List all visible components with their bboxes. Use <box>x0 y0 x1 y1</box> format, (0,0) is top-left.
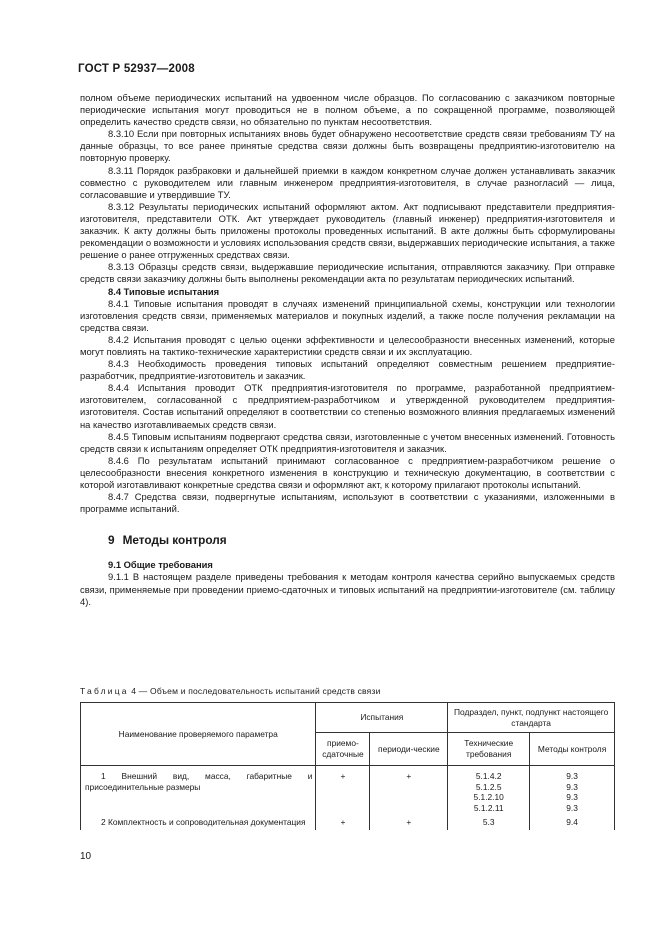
tech-req-value: 5.1.2.10 <box>473 792 504 803</box>
header-tech-req: Технические требования <box>448 733 530 766</box>
table-caption-text: 4 — Объем и последовательность испытаний средств связи <box>131 686 381 696</box>
section-number: 9 <box>108 533 115 548</box>
tech-req-value: 5.1.2.11 <box>473 802 504 813</box>
table-row <box>81 766 615 816</box>
acceptance-cell: + <box>316 815 370 830</box>
header-acceptance: приемо-сдаточные <box>316 733 370 766</box>
acceptance-cell: + <box>316 766 370 816</box>
row-number: 2 <box>101 817 106 828</box>
paragraph: 8.4.3 Необходимость проведения типовых испытаний определяют совместным решением предприятие-разработчик, предприятие-изготовитель и заказчик. <box>80 358 615 382</box>
param-cell <box>81 815 316 830</box>
tech-req-cell <box>448 815 530 830</box>
table-row <box>81 815 615 830</box>
header-periodic: периоди-ческие <box>370 733 448 766</box>
table-body <box>81 766 615 830</box>
paragraph: полном объеме периодических испытаний на удвоенном числе образцов. По согласованию с заказчиком повторные периодические испытания могут проводиться не в полном объеме, а по сокращенной программе, позволяющей определить качество средств связи, но обязательно по пунктам несоответствия. <box>80 92 615 128</box>
section-title: Методы контроля <box>122 533 227 548</box>
standard-header: ГОСТ Р 52937—2008 <box>78 63 195 75</box>
paragraph: 8.4.1 Типовые испытания проводят в случаях изменений принципиальной схемы, конструкции или технологии изготовления средств связи, применяемых материалов и покупных изделий, а также после получения рекламации на средства связи. <box>80 297 615 333</box>
paragraph: 8.3.13 Образцы средств связи, выдержавшие периодические испытания, отправляются заказчику. При отправке средств связи заказчику должны быть выполнены рекомендации акта по результатам периодических испытаний. <box>80 261 615 285</box>
methods-value: 9.3 <box>566 802 578 813</box>
paragraph: 8.4.6 По результатам испытаний принимают согласованное с предприятием-разработчиком решение о целесообразности внесения конкретного изменения в конструкцию и техническую документацию, в соответствии с которой изготавливают конкретные средства связи и оформляют акт, к которому прилагают протоколы испытаний. <box>80 454 615 490</box>
tech-req-cell <box>448 766 530 816</box>
header-subsection: Подраздел, пункт, подпункт настоящего стандарта <box>448 703 615 733</box>
param-name: Комплектность и сопроводительная документация <box>108 817 306 828</box>
param-cell <box>81 766 316 816</box>
methods-value: 9.3 <box>566 792 578 803</box>
header-tests: Испытания <box>316 703 448 733</box>
page-number: 10 <box>80 851 92 862</box>
tech-req-value: 5.1.4.2 <box>475 771 502 781</box>
paragraph: 8.4.7 Средства связи, подвергнутые испытаниям, используют в соответствии с указаниями, изложенными в программе испытаний. <box>80 491 615 515</box>
subsection-heading: 8.4 Типовые испытания <box>108 285 220 297</box>
paragraph: 8.4.4 Испытания проводит ОТК предприятия-изготовителя по программе, разработанной предприятием-изготовителем, согласованной с предприятием-разработчиком и утвержденной руководителем предприятия-изготовителя. Состав испытаний определяют в соответствии со степенью возможного влияния предлагаемых изменений на качество изготавливаемых средств связи. <box>80 382 615 430</box>
methods-value: 9.3 <box>566 771 578 781</box>
header-param: Наименование проверяемого параметра <box>81 703 316 766</box>
table-caption-word: Таблица <box>80 686 129 696</box>
section-8-text <box>80 92 615 515</box>
subsection-heading: 9.1 Общие требования <box>108 559 213 571</box>
section-9-text <box>80 559 615 607</box>
methods-value: 9.4 <box>566 817 578 828</box>
paragraph: 8.4.5 Типовым испытаниям подвергают средства связи, изготовленные с учетом внесенных изменений. Готовность средств связи к испытаниям определяет ОТК предприятия-изготовителя и заказчик. <box>80 430 615 454</box>
table-caption <box>80 686 381 696</box>
paragraph: 9.1.1 В настоящем разделе приведены требования к методам контроля качества серийно выпускаемых средств связи, применяемые при проведении приемо-сдаточных и типовых испытаний на предприятии-изготовителе (см. таблицу 4). <box>80 571 615 607</box>
paragraph: 8.3.10 Если при повторных испытаниях вновь будет обнаружено несоответствие средств связи требованиям ТУ на данные образцы, то все ранее принятые средства связи должны быть возвращены предприятию-изготовителю на повторную проверку. <box>80 128 615 164</box>
methods-cell <box>530 815 615 830</box>
methods-value: 9.3 <box>566 781 578 792</box>
paragraph: 8.4.2 Испытания проводят с целью оценки эффективности и целесообразности внесенных изменений, которые могут повлиять на тактико-технические характеристики средств связи и их эксплуатацию. <box>80 333 615 357</box>
param-name: Внешний вид, масса, габаритные и присоединительные размеры <box>85 771 313 792</box>
section-9-heading <box>80 534 615 546</box>
row-number: 1 <box>101 771 106 781</box>
paragraph: 8.3.11 Порядок разбраковки и дальнейшей приемки в каждом конкретном случае должен устанавливать заказчик совместно с руководителем или главным инженером предприятия-изготовителя, в случае разногласий — лица, согласовавшие и утвердившие ТУ. <box>80 164 615 200</box>
document-body <box>80 92 615 608</box>
paragraph: 8.3.12 Результаты периодических испытаний оформляют актом. Акт подписывают представители предприятия-изготовителя, представители ОТК. Акт утверждает руководитель (главный инженер) предприятия-изготовителя и заказчик. К акту должны быть приложены протоколы проведенных испытаний. В акте должны быть сформулированы рекомендации о возможности и условиях использования средств связи, выдержавших периодические испытания, а также решение о ранее отгруженных средствах связи. <box>80 200 615 261</box>
methods-cell <box>530 766 615 816</box>
tech-req-value: 5.3 <box>482 817 495 828</box>
periodic-cell: + <box>370 766 448 816</box>
periodic-cell: + <box>370 815 448 830</box>
tests-table <box>80 702 615 830</box>
tech-req-value: 5.1.2.5 <box>475 781 502 792</box>
header-methods: Методы контроля <box>530 733 615 766</box>
